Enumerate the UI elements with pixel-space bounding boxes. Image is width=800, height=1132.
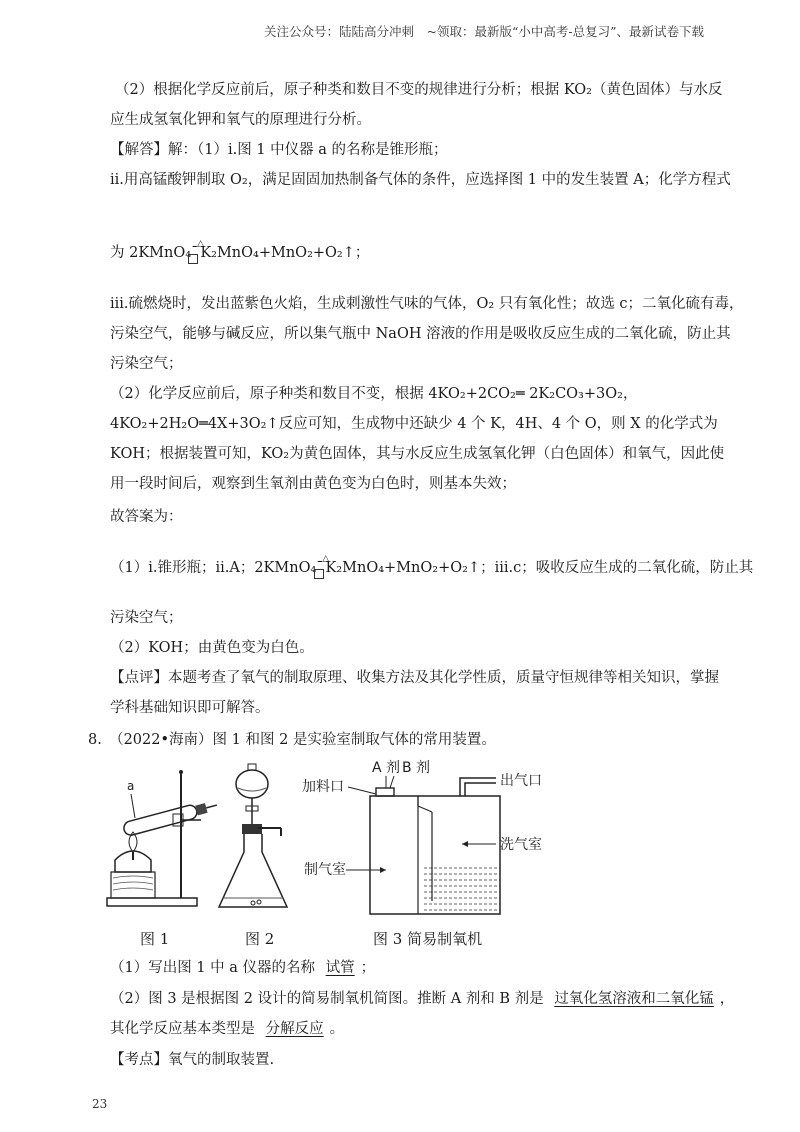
text-line: 学科基础知识即可解答。 <box>110 700 270 716</box>
kaodian-line: 【考点】氧气的制取装置. <box>110 1052 275 1068</box>
figure-3-diagram <box>300 756 560 921</box>
text-line: iii.硫燃烧时，发出蓝紫色火焰，生成刺激性气味的气体，O₂ 只有氧化性；故选 c；二氧化硫有毒， <box>110 296 744 312</box>
equation-right: K₂MnO₄+MnO₂+O₂↑； <box>200 245 370 261</box>
question-3-line <box>110 1019 344 1039</box>
figure-3-caption: 图 3 简易制氧机 <box>373 930 483 948</box>
text-line: 污染空气； <box>110 610 183 626</box>
figure-1-caption: 图 1 <box>140 930 170 948</box>
text-line: 污染空气； <box>110 356 183 372</box>
text-line: 用一段时间后，观察到生氧剂由黄色变为白色时，则基本失效； <box>110 476 516 492</box>
question-3-end: 。 <box>329 1021 345 1037</box>
figure-1-diagram <box>105 760 220 915</box>
text-line: （2）化学反应前后，原子种类和数目不变，根据 4KO₂+2CO₂═ 2K₂CO₃+3O₂， <box>110 386 638 402</box>
figure-1-label-a: a <box>127 779 135 793</box>
equation-left: （1）i.锥形瓶；ii.A；2KMnO₄ <box>110 560 317 576</box>
question-2-text: （2）图 3 是根据图 2 设计的简易制氧机简图。推断 A 剂和 B 剂是 <box>110 991 544 1007</box>
question-1-end: ； <box>360 960 376 976</box>
text-line: （2）KOH；由黄色变为白色。 <box>110 640 314 656</box>
question-3-text: 其化学反应基本类型是 <box>110 1021 255 1037</box>
text-line: 4KO₂+2H₂O═4X+3O₂↑反应可知，生成物中还缺少 4 个 K，4H、4 个 O，则 X 的化学式为 <box>110 416 718 432</box>
answer-equation-line: （1）i.锥形瓶；ii.A；2KMnO₄△¯ K₂MnO₄+MnO₂+O₂↑；iii.c；吸收反应生成的二氧化硫，防止其 <box>110 558 753 580</box>
text-line: 【点评】本题考查了氧气的制取原理、收集方法及其化学性质，质量守恒规律等相关知识，掌握 <box>110 670 719 686</box>
text-line: 【解答】解：（1）i.图 1 中仪器 a 的名称是锥形瓶； <box>110 142 448 158</box>
equation-bar: ¯ <box>316 560 324 576</box>
label-inlet: 加料口 <box>302 779 344 795</box>
label-gen-chamber: 制气室 <box>304 862 346 878</box>
question-2-line <box>110 989 734 1009</box>
question-3-answer: 分解反应 <box>265 1021 324 1037</box>
text-line: 故答案为： <box>110 509 183 525</box>
page-number: 23 <box>92 1097 108 1111</box>
equation-line: 为 2KMnO₄△¯ K₂MnO₄+MnO₂+O₂↑； <box>110 243 369 265</box>
question-1-text: （1）写出图 1 中 a 仪器的名称 <box>110 960 316 976</box>
figure-2-diagram <box>213 762 298 917</box>
condition-box <box>188 254 198 264</box>
label-b-agent: B 剂 <box>402 760 431 776</box>
figure-2-caption: 图 2 <box>245 930 275 948</box>
question-2-answer: 过氧化氢溶液和二氧化锰 <box>554 991 714 1007</box>
text-line: 污染空气，能够与碱反应，所以集气瓶中 NaOH 溶液的作用是吸收反应生成的二氧化硫，防止其 <box>110 326 731 342</box>
question-1-answer: 试管 <box>325 960 355 976</box>
equation-bar: ¯ <box>191 245 199 261</box>
equation-right: K₂MnO₄+MnO₂+O₂↑；iii.c；吸收反应生成的二氧化硫，防止其 <box>325 560 754 576</box>
label-wash-chamber: 洗气室 <box>500 837 542 853</box>
question-2-end: ， <box>719 991 735 1007</box>
text-line: （2）根据化学反应前后，原子种类和数目不变的规律进行分析；根据 KO₂（黄色固体）与水反 <box>115 82 723 98</box>
text-line: KOH；根据装置可知，KO₂为黄色固体，其与水反应生成氢氧化钾（白色固体）和氧气，因此使 <box>110 446 725 462</box>
text-line: ii.用高锰酸钾制取 O₂，满足固固加热制备气体的条件，应选择图 1 中的发生装置 A；化学方程式 <box>110 172 731 188</box>
question-title: 8. （2022•海南）图 1 和图 2 是实验室制取气体的常用装置。 <box>88 732 496 748</box>
text-line: 应生成氢氧化钾和氧气的原理进行分析。 <box>110 112 371 128</box>
label-outlet: 出气口 <box>500 773 542 789</box>
page-header: 关注公众号：陆陆高分冲刺 ~领取：最新版“小中高考-总复习”、最新试卷下载 <box>264 24 704 39</box>
condition-box <box>314 569 324 579</box>
label-a-agent: A 剂 <box>372 760 401 776</box>
equation-left: 为 2KMnO₄ <box>110 245 192 261</box>
question-1-line <box>110 958 375 978</box>
